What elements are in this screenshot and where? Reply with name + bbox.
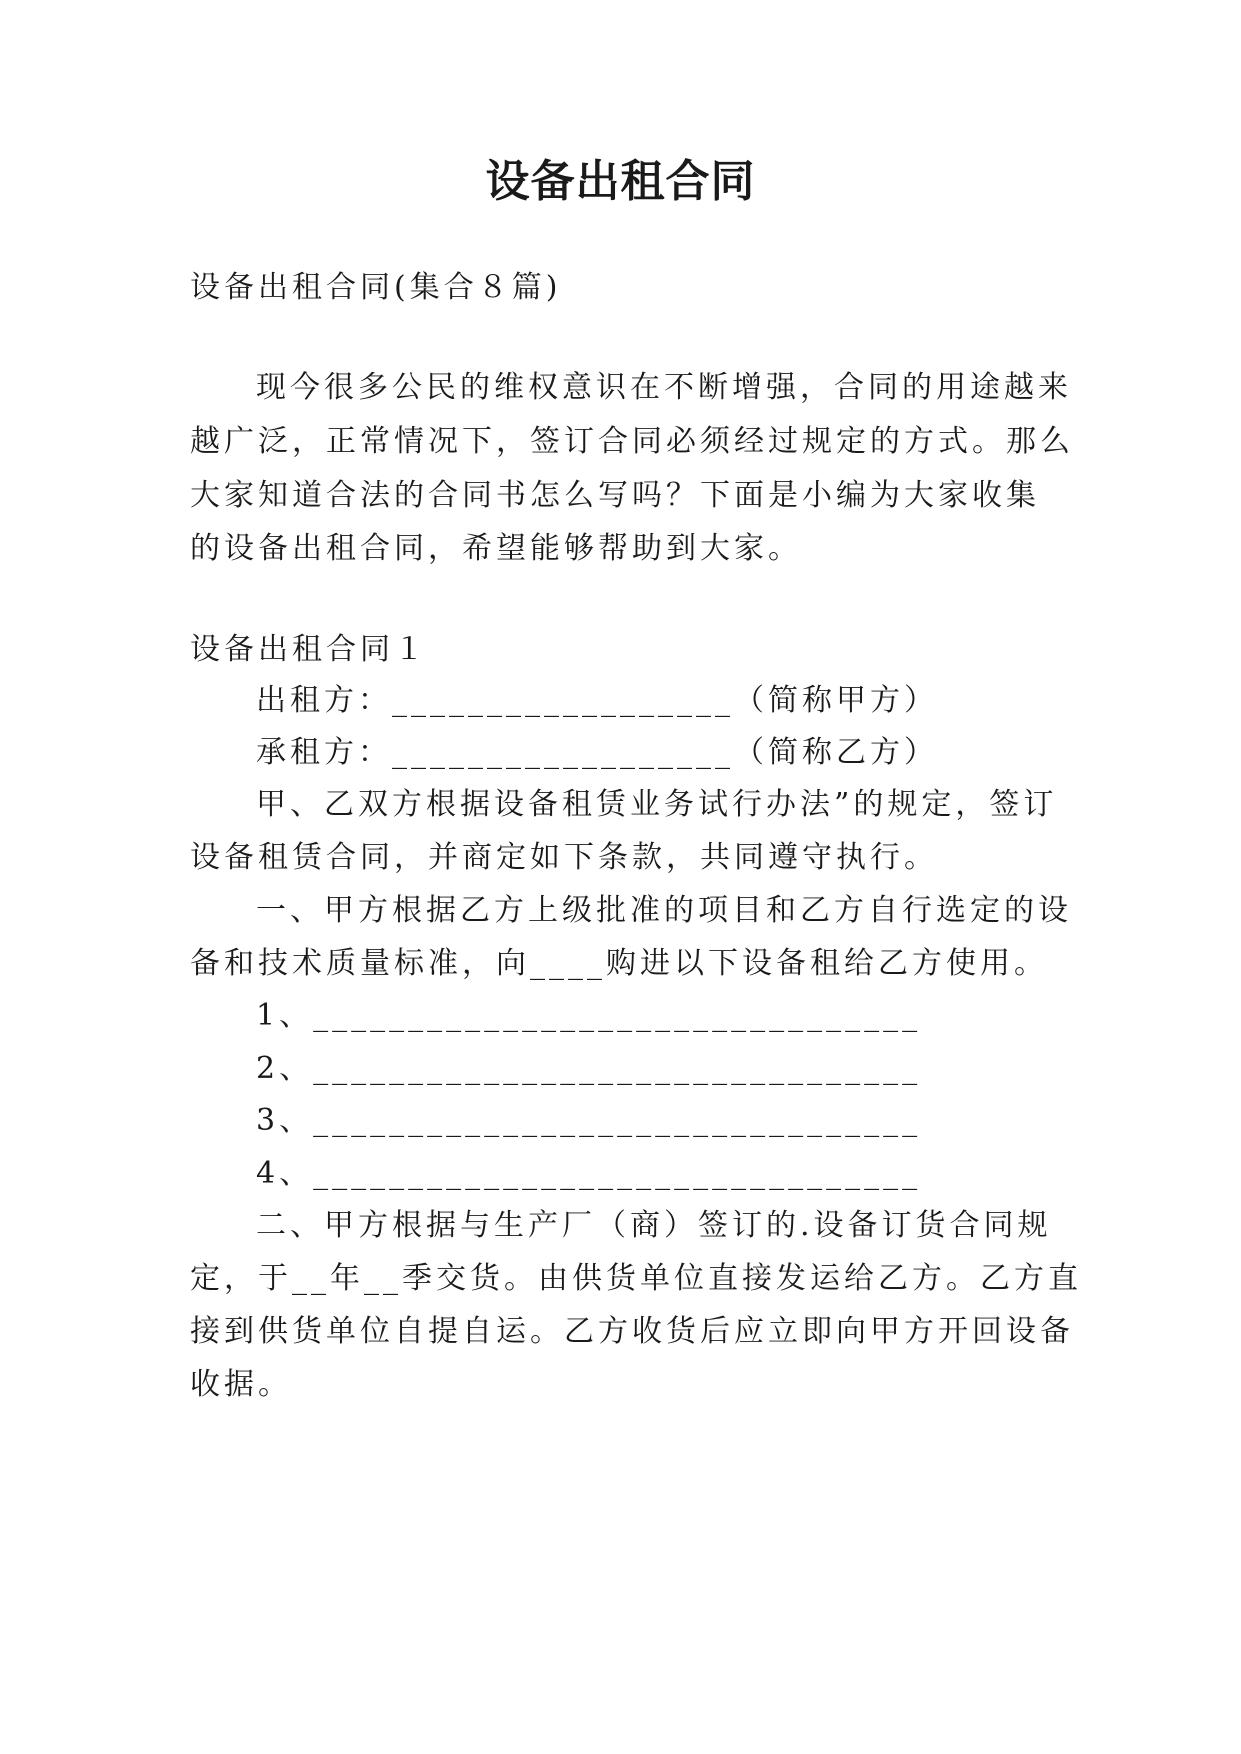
document-subtitle: 设备出租合同(集合８篇) [190,270,562,305]
paragraph-line: 定，于__年__季交货。由供货单位直接发运给乙方。乙方直 [190,1261,1082,1296]
paragraph-line: 设备租赁合同，并商定如下条款，共同遵守执行。 [190,840,938,875]
document-title: 设备出租合同 [485,156,756,207]
lessee-line: 承租方：__________________（简称乙方） [256,735,938,770]
intro-line: 现今很多公民的维权意识在不断增强，合同的用途越来 [256,370,1072,405]
list-item: 1、________________________________ [256,998,922,1033]
paragraph-line: 备和技术质量标准，向____购进以下设备租给乙方使用。 [190,946,1048,981]
paragraph-line: 接到供货单位自提自运。乙方收货后应立即向甲方开回设备 [190,1314,1074,1349]
paragraph-line: 一、甲方根据乙方上级批准的项目和乙方自行选定的设 [256,893,1072,928]
section-heading: 设备出租合同１ [190,632,428,667]
paragraph-line: 二、甲方根据与生产厂（商）签订的.设备订货合同规 [256,1208,1052,1243]
intro-line: 的设备出租合同，希望能够帮助到大家。 [190,531,802,566]
list-item: 3、________________________________ [256,1103,922,1138]
paragraph-line: 甲、乙双方根据设备租赁业务试行办法”的规定，签订 [256,787,1058,822]
paragraph-line: 收据。 [190,1367,292,1402]
intro-line: 大家知道合法的合同书怎么写吗？下面是小编为大家收集 [190,478,1040,513]
list-item: 4、________________________________ [256,1156,922,1191]
intro-line: 越广泛，正常情况下，签订合同必须经过规定的方式。那么 [190,424,1074,459]
list-item: 2、________________________________ [256,1051,922,1086]
lessor-line: 出租方：__________________（简称甲方） [256,683,938,718]
